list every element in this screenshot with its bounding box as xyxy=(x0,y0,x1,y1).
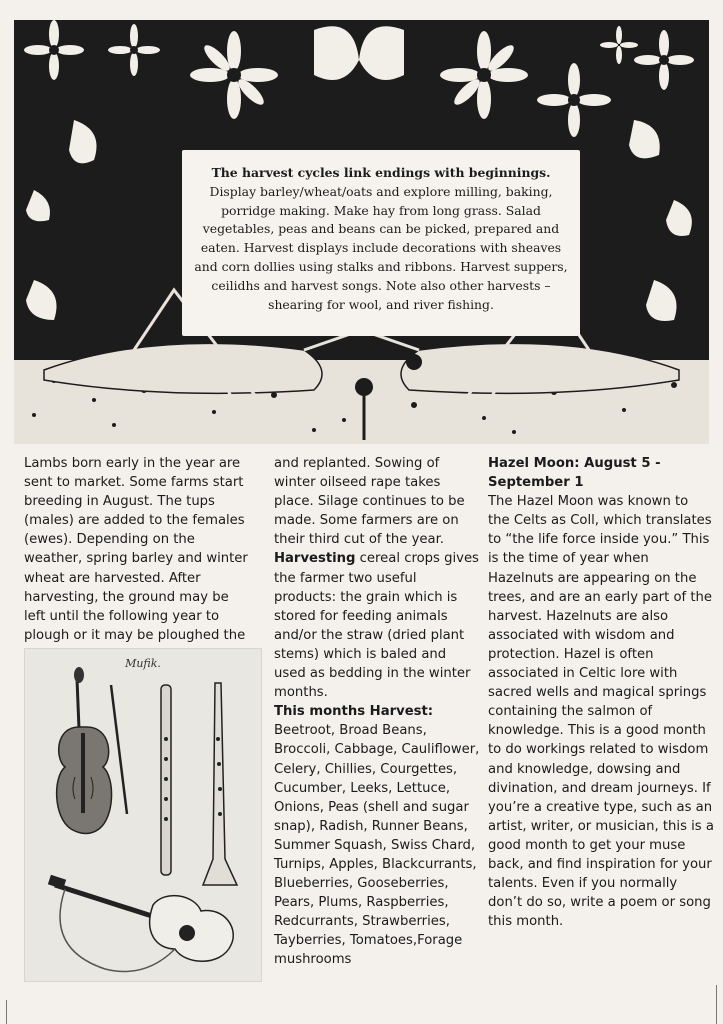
instruments-illustration xyxy=(25,649,263,983)
hazel-moon-text: The Hazel Moon was known to the Celts as Coll, which translates to “the life force inside you.” This is the time of year when Hazelnuts are appearing on the trees, and are an early part of the harvest. Hazelnuts are also associated with wisdom and protection. Hazel is often associated in Celtic lore with sacred wells and magical springs containing the salmon of knowledge. This is a good month to do workings related to wisdom and knowledge, dowsing and divination, and dream journeys. If you’re a creative type, such as an artist, writer, or musician, this is a good month to get your muse back, and find inspiration for your talents. Even if you normally don’t do so, write a poem or song this month. xyxy=(488,494,714,930)
violin-icon xyxy=(57,667,112,834)
column-1 xyxy=(24,454,250,664)
hazel-moon-heading: Hazel Moon: August 5 - September 1 xyxy=(488,456,661,491)
column-2 xyxy=(274,454,480,970)
music-instruments-image xyxy=(24,648,262,982)
column-2-intro: and replanted. Sowing of winter oilseed rape takes place. Silage continues to be made. Some farmers are on their third cut of the year. xyxy=(274,456,465,548)
banner-illustration xyxy=(14,20,709,444)
right-edge-mark xyxy=(716,985,717,1024)
harvesting-heading: Harvesting xyxy=(274,551,356,567)
column-3 xyxy=(488,454,714,931)
column-1-text: Lambs born early in the year are sent to market. Some farms start breeding in August. The tups (males) are added to the females (ewes). Depending on the weather, spring barley and winter wheat are harvested. After harvesting, the ground may be left until the following year to plough or it may be ploughed the xyxy=(24,456,248,643)
guitar-icon xyxy=(48,875,233,972)
harvesting-text: cereal crops gives the farmer two useful products: the grain which is stored for feeding animals and/or the straw (dried plant stems) which is baled and used as bedding in the winter months. xyxy=(274,551,479,701)
recorder-icon xyxy=(161,685,171,875)
callout-body: Display barley/wheat/oats and explore milling, baking, porridge making. Make hay from long grass. Salad vegetables, peas and beans can be picked, prepared and eaten. Harvest displays include decorations with sheaves and corn dollies using stalks and ribbons. Harvest suppers, ceilidhs and harvest songs. Note also other harvests – shearing for wool, and river fishing. xyxy=(194,183,568,312)
music-caption: Mufik. xyxy=(125,657,161,670)
harvest-list: Beetroot, Broad Beans, Broccoli, Cabbage, Cauliflower, Celery, Chillies, Courgettes, Cucumber, Leeks, Lettuce, Onions, Peas (shell and sugar snap), Radish, Runner Beans, Summer Squash, Swiss Chard, Turnips, Apples, Blackcurrants, Blueberries, Gooseberries, Pears, Plums, Raspberries, Redcurrants, Strawberries, Tayberries, Tomatoes,Forage mushrooms xyxy=(274,723,480,968)
harvest-callout xyxy=(182,150,580,336)
callout-heading: The harvest cycles link endings with beginnings. xyxy=(211,165,551,180)
bow-icon xyxy=(111,685,127,814)
clarinet-icon xyxy=(203,683,237,885)
left-edge-mark xyxy=(6,1000,7,1024)
harvest-list-heading: This months Harvest: xyxy=(274,704,434,720)
